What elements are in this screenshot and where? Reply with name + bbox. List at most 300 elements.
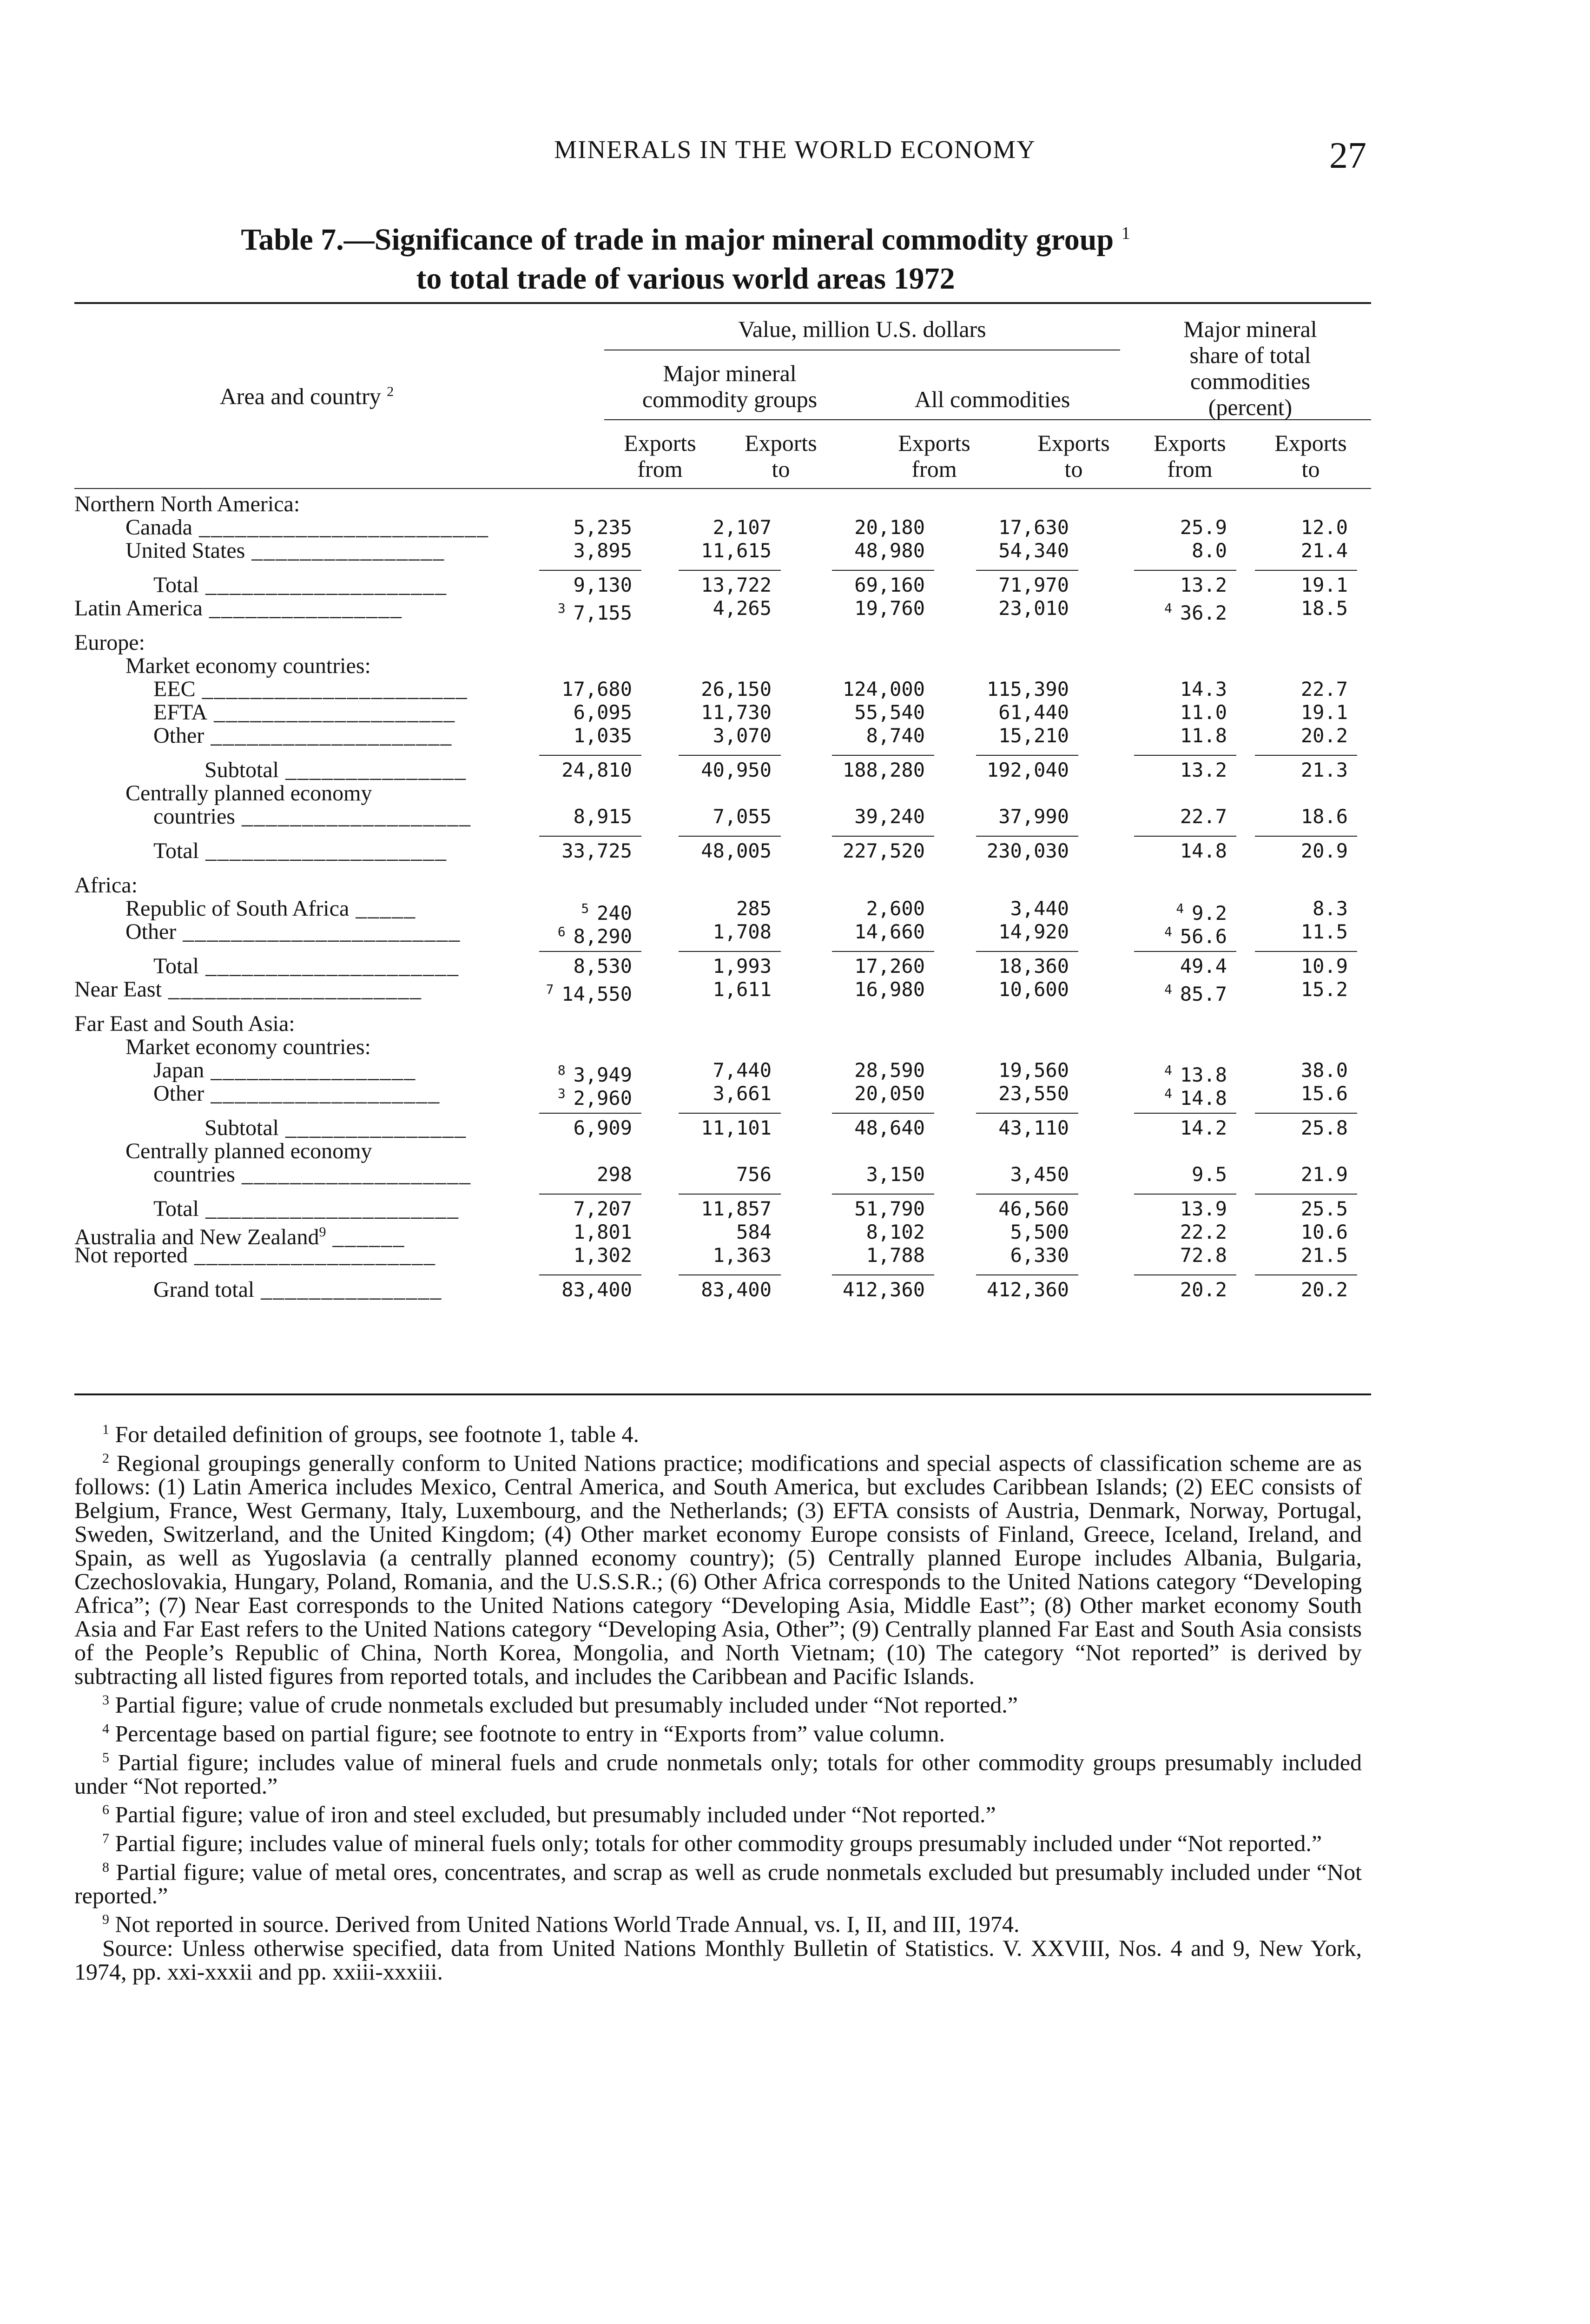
page-number: 27 bbox=[1329, 135, 1366, 176]
total-rule bbox=[679, 836, 781, 837]
cell-footnote-mark: 4 bbox=[1164, 1086, 1180, 1101]
table-cell bbox=[1208, 1244, 1348, 1267]
row-label-text: Japan bbox=[153, 1058, 205, 1083]
title-line-1: Table 7.—Significance of trade in major mineral commodity group bbox=[241, 223, 1114, 257]
table-cell bbox=[632, 597, 772, 620]
table-cell bbox=[785, 955, 925, 978]
cell-value: 10.9 bbox=[1300, 955, 1348, 977]
table-cell bbox=[785, 978, 925, 1001]
cell-value: 3,070 bbox=[713, 724, 772, 747]
cell-value: 6,909 bbox=[573, 1116, 632, 1139]
cell-value: 7,055 bbox=[713, 805, 772, 828]
row-label bbox=[153, 1163, 471, 1186]
row-label-text: Other bbox=[153, 723, 205, 748]
total-rule bbox=[679, 755, 781, 756]
table-cell bbox=[930, 678, 1069, 701]
cell-value: 5,500 bbox=[1010, 1221, 1069, 1243]
table-cell bbox=[930, 839, 1069, 863]
table-cell bbox=[1208, 597, 1348, 620]
total-rule bbox=[832, 1194, 934, 1195]
hdr-exports: Exports bbox=[1154, 430, 1226, 456]
table-cell bbox=[1088, 1197, 1227, 1221]
footnote bbox=[74, 1908, 1362, 1936]
table-cell bbox=[632, 678, 772, 701]
cell-footnote-mark: 3 bbox=[557, 601, 574, 616]
table-cell bbox=[1088, 805, 1227, 828]
cell-footnote-mark: 4 bbox=[1176, 901, 1192, 916]
header-all-exports-from bbox=[874, 430, 995, 482]
table-cell bbox=[1208, 701, 1348, 724]
total-rule bbox=[679, 1194, 781, 1195]
header-share-l4: (percent) bbox=[1208, 394, 1293, 420]
total-rule bbox=[1255, 570, 1357, 571]
footnote-text: Partial figure; value of iron and steel excluded, but presumably included under “Not reported.” bbox=[115, 1801, 996, 1828]
cell-footnote-mark: 3 bbox=[557, 1086, 574, 1101]
table-cell bbox=[1208, 759, 1348, 782]
table-cell bbox=[785, 839, 925, 863]
row-label-text: Canada bbox=[125, 515, 192, 540]
table-cell bbox=[785, 805, 925, 828]
table-cell bbox=[632, 1082, 772, 1105]
total-rule bbox=[1134, 570, 1236, 571]
row-label bbox=[153, 839, 447, 863]
cell-value: 5,235 bbox=[573, 516, 632, 539]
footnote bbox=[74, 1746, 1362, 1798]
table-cell bbox=[785, 759, 925, 782]
table-cell bbox=[1208, 1082, 1348, 1105]
row-label bbox=[125, 920, 461, 944]
table-cell bbox=[1088, 1278, 1227, 1301]
row-label-text: EEC bbox=[153, 677, 196, 701]
hdr-to: to bbox=[1064, 456, 1083, 482]
cell-value: 412,360 bbox=[986, 1278, 1069, 1301]
cell-value: 71,970 bbox=[998, 574, 1069, 596]
cell-value: 14.2 bbox=[1180, 1116, 1227, 1139]
hdr-to: to bbox=[772, 456, 790, 482]
table-row bbox=[74, 977, 1371, 1005]
row-leader-dots: _____________________ bbox=[198, 954, 459, 978]
row-leader-dots: ___________________ bbox=[235, 1162, 471, 1187]
table-row bbox=[74, 1058, 1371, 1086]
header-share bbox=[1129, 316, 1371, 420]
cell-value: 13.2 bbox=[1180, 574, 1227, 596]
total-rule bbox=[976, 755, 1078, 756]
row-label-text: Subtotal bbox=[205, 758, 279, 782]
header-all-commodities: All commodities bbox=[914, 386, 1070, 412]
total-rule bbox=[539, 570, 641, 571]
row-label bbox=[153, 724, 452, 747]
row-label-text: Total bbox=[153, 573, 199, 597]
row-label bbox=[125, 782, 372, 805]
table-cell bbox=[930, 516, 1069, 539]
cell-value: 8,740 bbox=[866, 724, 925, 747]
row-label bbox=[125, 654, 371, 678]
cell-value: 56.6 bbox=[1180, 925, 1227, 948]
cell-value: 51,790 bbox=[854, 1197, 925, 1220]
cell-footnote-mark: 7 bbox=[546, 982, 562, 997]
footnote-mark: 4 bbox=[102, 1721, 109, 1736]
table-cell bbox=[930, 1116, 1069, 1140]
footnote-mark: 1 bbox=[102, 1422, 109, 1437]
table-cell bbox=[632, 724, 772, 747]
table-cell bbox=[1088, 724, 1227, 747]
total-rule bbox=[539, 951, 641, 952]
table-cell bbox=[1208, 1221, 1348, 1244]
footnote bbox=[74, 1717, 1362, 1746]
header-area-country bbox=[74, 379, 539, 409]
footnote bbox=[74, 1688, 1362, 1717]
row-leader-dots: ____________________ bbox=[198, 573, 447, 597]
table-cell bbox=[1088, 1221, 1227, 1244]
footnote bbox=[74, 1855, 1362, 1908]
hdr-exports: Exports bbox=[745, 430, 817, 456]
footnote-mark: 5 bbox=[102, 1750, 109, 1765]
cell-value: 1,993 bbox=[713, 955, 772, 977]
footnote bbox=[74, 1418, 1362, 1446]
cell-value: 21.3 bbox=[1300, 759, 1348, 781]
table-cell bbox=[493, 516, 632, 539]
cell-value: 8,915 bbox=[573, 805, 632, 828]
table-title bbox=[46, 214, 1325, 298]
row-leader-dots: _______________ bbox=[279, 758, 467, 782]
row-label-text: Subtotal bbox=[205, 1116, 279, 1140]
table-row bbox=[74, 1163, 1371, 1186]
row-label-text: countries bbox=[153, 804, 235, 829]
header-major-group bbox=[604, 360, 855, 412]
header-share-l1: Major mineral bbox=[1183, 316, 1317, 342]
hdr-from: from bbox=[1167, 456, 1213, 482]
row-label bbox=[74, 493, 300, 516]
table-cell bbox=[493, 1278, 632, 1301]
table-cell bbox=[1208, 724, 1348, 747]
row-label bbox=[153, 1082, 440, 1105]
table-cell bbox=[632, 701, 772, 724]
table-cell bbox=[785, 539, 925, 562]
cell-value: 25.9 bbox=[1180, 516, 1227, 539]
table-cell bbox=[493, 759, 632, 782]
table-cell bbox=[930, 759, 1069, 782]
footnote-text: Not reported in source. Derived from United Nations World Trade Annual, vs. I, II, and III, 1974. bbox=[115, 1911, 1020, 1937]
header-share-exports-from bbox=[1134, 430, 1246, 482]
row-label-text: United States bbox=[125, 538, 245, 563]
cell-value: 14,550 bbox=[561, 983, 632, 1005]
hdr-exports: Exports bbox=[1037, 430, 1110, 456]
row-label-text: countries bbox=[153, 1162, 235, 1187]
table-cell bbox=[930, 1221, 1069, 1244]
total-rule bbox=[539, 836, 641, 837]
table-cell bbox=[1088, 701, 1227, 724]
table-row bbox=[74, 516, 1371, 539]
table-cell bbox=[632, 1163, 772, 1186]
total-rule bbox=[1255, 755, 1357, 756]
row-leader-dots: _________________ bbox=[204, 1058, 416, 1083]
total-rule bbox=[1134, 1113, 1236, 1114]
table-cell bbox=[1208, 1278, 1348, 1301]
footnote bbox=[74, 1827, 1362, 1855]
cell-value: 2,960 bbox=[573, 1087, 632, 1109]
row-label-text: EFTA bbox=[153, 700, 208, 725]
table-cell bbox=[930, 955, 1069, 978]
cell-footnote-mark: 8 bbox=[557, 1063, 574, 1078]
table-cell bbox=[493, 597, 632, 625]
table-cell bbox=[1208, 1116, 1348, 1140]
cell-value: 46,560 bbox=[998, 1197, 1069, 1220]
table-cell bbox=[930, 1278, 1069, 1301]
row-label-text: Market economy countries: bbox=[125, 1035, 371, 1059]
row-label-text: Market economy countries: bbox=[125, 654, 371, 678]
cell-value: 11.8 bbox=[1180, 724, 1227, 747]
cell-value: 7,440 bbox=[713, 1059, 772, 1082]
cell-footnote-mark: 4 bbox=[1164, 601, 1180, 616]
cell-value: 19,760 bbox=[854, 597, 925, 620]
table-row bbox=[74, 539, 1371, 562]
table-cell bbox=[632, 1244, 772, 1267]
cell-value: 37,990 bbox=[998, 805, 1069, 828]
row-label-text: Other bbox=[153, 1081, 205, 1106]
row-label bbox=[74, 1244, 436, 1267]
table-cell bbox=[1208, 539, 1348, 562]
total-rule bbox=[1255, 1274, 1357, 1275]
total-rule bbox=[1255, 1194, 1357, 1195]
table-cell bbox=[930, 539, 1069, 562]
row-label bbox=[153, 1197, 459, 1221]
cell-value: 13.2 bbox=[1180, 759, 1227, 781]
total-rule bbox=[1134, 755, 1236, 756]
table-row bbox=[74, 574, 1371, 597]
total-rule bbox=[539, 1274, 641, 1275]
cell-value: 584 bbox=[736, 1221, 772, 1243]
table-row bbox=[74, 1116, 1371, 1140]
cell-value: 54,340 bbox=[998, 539, 1069, 562]
row-label-text: Latin America bbox=[74, 596, 203, 621]
total-rule bbox=[539, 1194, 641, 1195]
table-cell bbox=[1208, 955, 1348, 978]
table-cell bbox=[493, 539, 632, 562]
cell-value: 49.4 bbox=[1180, 955, 1227, 977]
table-cell bbox=[632, 516, 772, 539]
row-leader-dots: _____________________ bbox=[198, 1196, 459, 1221]
row-label bbox=[125, 1036, 371, 1059]
table-row bbox=[74, 1081, 1371, 1109]
footnote bbox=[74, 1936, 1362, 1984]
total-rule bbox=[679, 570, 781, 571]
cell-value: 26,150 bbox=[701, 678, 772, 700]
table-cell bbox=[632, 839, 772, 863]
table-cell bbox=[785, 1278, 925, 1301]
cell-value: 285 bbox=[736, 897, 772, 920]
cell-value: 7,155 bbox=[573, 601, 632, 624]
table-row bbox=[74, 874, 1371, 897]
total-rule bbox=[539, 1113, 641, 1114]
row-leader-dots: ________________ bbox=[202, 596, 402, 621]
header-share-exports-to bbox=[1255, 430, 1366, 482]
running-head: MINERALS IN THE WORLD ECONOMY bbox=[554, 135, 1036, 164]
cell-value: 13.9 bbox=[1180, 1197, 1227, 1220]
table-cell bbox=[1208, 1197, 1348, 1221]
header-share-l2: share of total bbox=[1189, 342, 1311, 368]
cell-value: 3,895 bbox=[573, 539, 632, 562]
footnote-text: Regional groupings generally conform to United Nations practice; modifications and special aspects of classification scheme are as follows: (1) Latin America includes Mexico, Central America, and South America, but excludes Caribbean Islands; (2) EEC consists of Belgium, France, West Germany, Italy, Luxembourg, and the Netherlands; (3) EFTA consists of Austria, Denmark, Norway, Portugal, Sweden, Switzerland, and the United Kingdom; (4) Other market economy Europe consists of Finland, Greece, Iceland, Ireland, and Spain, as well as Yugoslavia (a centrally planned economy country); (5) Centrally planned Europe includes Albania, Bulgaria, Czechoslovakia, Hungary, Poland, Romania, and the U.S.S.R.; (6) Other Africa corresponds to the United Nations category “Developing Africa”; (7) Near East corresponds to the United Nations category “Developing Asia, Middle East”; (8) Other market economy South Asia and Far East refers to the United Nations category “Developing Asia, Other”; (9) Centrally planned Far East and South Asia consists of the People’s Republic of China, North Korea, Mongolia, and North Vietnam; (10) The category “Not reported” is derived by subtracting all listed figures from reported totals, and includes the Caribbean and Pacific Islands. bbox=[74, 1450, 1362, 1690]
table-cell bbox=[1208, 920, 1348, 944]
title-footnote-mark: 1 bbox=[1121, 224, 1130, 243]
cell-value: 9.5 bbox=[1192, 1163, 1227, 1186]
row-label bbox=[205, 759, 467, 782]
row-leader-dots: ____________________ bbox=[198, 838, 447, 863]
footnote-text: Percentage based on partial figure; see footnote to entry in “Exports from” value column. bbox=[115, 1720, 945, 1747]
footnote-mark: 6 bbox=[102, 1802, 109, 1818]
cell-value: 24,810 bbox=[561, 759, 632, 781]
row-leader-dots: ____________________ bbox=[187, 1243, 436, 1268]
row-label-text: Total bbox=[153, 954, 199, 978]
cell-value: 227,520 bbox=[842, 839, 925, 862]
cell-value: 38.0 bbox=[1300, 1059, 1348, 1082]
table-cell bbox=[1088, 1116, 1227, 1140]
table-cell bbox=[493, 1197, 632, 1221]
table-cell bbox=[493, 724, 632, 747]
row-leader-dots: ______ bbox=[326, 1225, 405, 1249]
table-row bbox=[74, 1244, 1371, 1267]
total-rule bbox=[1134, 951, 1236, 952]
cell-value: 40,950 bbox=[701, 759, 772, 781]
table-cell bbox=[930, 1059, 1069, 1082]
row-leader-dots: ____________________ bbox=[207, 700, 456, 725]
header-area-mark: 2 bbox=[387, 384, 394, 399]
total-rule bbox=[679, 1274, 781, 1275]
footnote bbox=[74, 1446, 1362, 1689]
row-label bbox=[153, 701, 455, 724]
table-cell bbox=[930, 701, 1069, 724]
header-value-group: Value, million U.S. dollars bbox=[738, 316, 986, 342]
table-cell bbox=[930, 1197, 1069, 1221]
cell-value: 14,920 bbox=[998, 920, 1069, 943]
table-cell bbox=[493, 805, 632, 828]
cell-value: 22.7 bbox=[1180, 805, 1227, 828]
table-cell bbox=[930, 897, 1069, 920]
footnote-mark: 3 bbox=[102, 1692, 109, 1708]
table-cell bbox=[930, 724, 1069, 747]
cell-value: 3,450 bbox=[1010, 1163, 1069, 1186]
total-rule bbox=[976, 836, 1078, 837]
table-cell bbox=[1208, 678, 1348, 701]
cell-value: 39,240 bbox=[854, 805, 925, 828]
cell-value: 17,260 bbox=[854, 955, 925, 977]
row-label-text: Northern North America: bbox=[74, 492, 300, 516]
cell-value: 2,107 bbox=[713, 516, 772, 539]
table-cell bbox=[632, 1221, 772, 1244]
footnote-text: For detailed definition of groups, see footnote 1, table 4. bbox=[115, 1421, 640, 1447]
row-leader-dots: _______________________ bbox=[176, 919, 461, 944]
cell-value: 1,708 bbox=[713, 920, 772, 943]
cell-value: 8,290 bbox=[573, 925, 632, 948]
cell-value: 8.3 bbox=[1313, 897, 1348, 920]
total-rule bbox=[539, 755, 641, 756]
table-row bbox=[74, 782, 1371, 805]
row-label-text: Europe: bbox=[74, 630, 145, 655]
table-cell bbox=[930, 1082, 1069, 1105]
row-leader-dots: ________________ bbox=[245, 538, 445, 563]
table-cell bbox=[632, 539, 772, 562]
footnote-mark: 2 bbox=[102, 1450, 109, 1466]
row-leader-dots: ___________________ bbox=[204, 1081, 441, 1106]
row-label-text: Grand total bbox=[153, 1277, 255, 1302]
cell-value: 15.6 bbox=[1300, 1082, 1348, 1105]
table-cell bbox=[493, 978, 632, 1006]
total-rule bbox=[832, 1113, 934, 1114]
table-cell bbox=[493, 1163, 632, 1186]
row-leader-dots: ______________________ bbox=[195, 677, 468, 701]
table-cell bbox=[493, 1116, 632, 1140]
row-label-text: Republic of South Africa bbox=[125, 896, 350, 921]
table-cell bbox=[632, 1059, 772, 1082]
footnote-mark: 7 bbox=[102, 1830, 109, 1846]
cell-value: 18.5 bbox=[1300, 597, 1348, 620]
cell-value: 48,640 bbox=[854, 1116, 925, 1139]
table-row bbox=[74, 896, 1371, 924]
row-label bbox=[74, 1012, 295, 1036]
cell-value: 20.9 bbox=[1300, 839, 1348, 862]
cell-value: 21.9 bbox=[1300, 1163, 1348, 1186]
cell-value: 22.7 bbox=[1300, 678, 1348, 700]
cell-value: 11,730 bbox=[701, 701, 772, 724]
cell-value: 298 bbox=[597, 1163, 632, 1186]
cell-value: 22.2 bbox=[1180, 1221, 1227, 1243]
table-cell bbox=[632, 1116, 772, 1140]
total-rule bbox=[832, 836, 934, 837]
table-cell bbox=[785, 920, 925, 944]
cell-value: 115,390 bbox=[986, 678, 1069, 700]
table-cell bbox=[632, 978, 772, 1001]
table-row bbox=[74, 493, 1371, 516]
hdr-exports: Exports bbox=[898, 430, 970, 456]
cell-value: 20,050 bbox=[854, 1082, 925, 1105]
table-cell bbox=[785, 897, 925, 920]
total-rule bbox=[976, 1274, 1078, 1275]
table-cell bbox=[1088, 574, 1227, 597]
total-rule bbox=[1134, 1274, 1236, 1275]
cell-value: 18,360 bbox=[998, 955, 1069, 977]
table-row bbox=[74, 654, 1371, 678]
cell-value: 72.8 bbox=[1180, 1244, 1227, 1267]
table-body bbox=[74, 493, 1371, 1301]
cell-value: 83,400 bbox=[561, 1278, 632, 1301]
cell-value: 11,101 bbox=[701, 1116, 772, 1139]
cell-value: 69,160 bbox=[854, 574, 925, 596]
table-row bbox=[74, 1012, 1371, 1036]
table-cell bbox=[785, 1197, 925, 1221]
cell-value: 19,560 bbox=[998, 1059, 1069, 1082]
cell-value: 7,207 bbox=[573, 1197, 632, 1220]
table-row bbox=[74, 1140, 1371, 1163]
table-cell bbox=[785, 516, 925, 539]
table-row bbox=[74, 1221, 1371, 1249]
table-row bbox=[74, 805, 1371, 828]
header-all-exports-to bbox=[1013, 430, 1134, 482]
total-rule bbox=[976, 1113, 1078, 1114]
total-rule bbox=[1134, 836, 1236, 837]
row-label bbox=[74, 631, 145, 654]
table-cell bbox=[1088, 597, 1227, 625]
cell-value: 43,110 bbox=[998, 1116, 1069, 1139]
table-cell bbox=[785, 678, 925, 701]
footnote-text: Partial figure; includes value of mineral fuels and crude nonmetals only; totals for other commodity groups presumably included under “Not reported.” bbox=[74, 1749, 1362, 1799]
cell-value: 192,040 bbox=[986, 759, 1069, 781]
table-cell bbox=[1088, 920, 1227, 948]
total-rule bbox=[976, 951, 1078, 952]
table-cell bbox=[1208, 805, 1348, 828]
table-cell bbox=[1208, 574, 1348, 597]
table-cell bbox=[1208, 897, 1348, 920]
table-cell bbox=[930, 805, 1069, 828]
